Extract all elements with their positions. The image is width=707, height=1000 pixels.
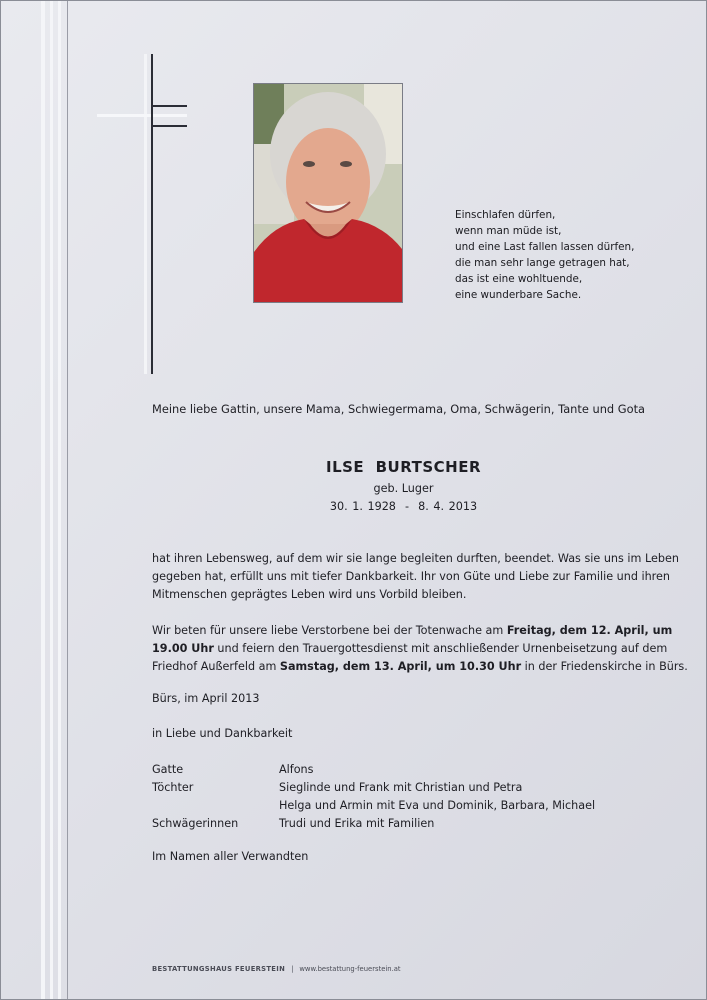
footer-separator: | (291, 965, 294, 973)
poem-line: und eine Last fallen lassen dürfen, (455, 241, 635, 253)
deceased-name: ILSE BURTSCHER (325, 458, 482, 476)
poem-line: eine wunderbare Sache. (455, 289, 582, 301)
poem-line: Einschlafen dürfen, (455, 209, 556, 221)
funeral-date: Samstag, dem 13. April, um 10.30 Uhr (279, 660, 522, 673)
vigil-date: Freitag, dem 12. April, um (506, 624, 673, 637)
intro-line: Meine liebe Gattin, unsere Mama, Schwiegermama, Oma, Schwägerin, Tante und Gota (152, 402, 646, 416)
family-names: Alfons (279, 763, 314, 776)
poem-line: wenn man müde ist, (455, 225, 562, 237)
love-line: in Liebe und Dankbarkeit (152, 727, 293, 740)
paragraph-line: Mitmenschen geprägtes Leben wird uns Vorbild bleiben. (152, 588, 467, 601)
family-list (152, 761, 595, 833)
poem (455, 207, 634, 303)
poem-line: die man sehr lange getragen hat, (455, 257, 630, 269)
family-row (152, 761, 595, 779)
family-names: Trudi und Erika mit Familien (279, 817, 435, 830)
family-row (152, 815, 595, 833)
maiden-name: geb. Luger (373, 482, 434, 495)
family-role: Schwägerinnen (152, 817, 239, 830)
family-names: Sieglinde und Frank mit Christian und Petra (279, 781, 523, 794)
paragraph-line: Friedhof Außerfeld am Samstag, dem 13. April, um 10.30 Uhr in der Friedenskirche in Bürs. (152, 660, 688, 673)
vigil-time: 19.00 Uhr (152, 642, 214, 655)
poem-line: das ist eine wohltuende, (455, 273, 583, 285)
paragraph-line: gegeben hat, erfüllt uns mit tiefer Dankbarkeit. Ihr von Güte und Liebe zur Familie und ihren (152, 570, 671, 583)
family-names: Helga und Armin mit Eva und Dominik, Barbara, Michael (279, 799, 596, 812)
family-role: Töchter (152, 781, 194, 794)
paragraph-line: 19.00 Uhr und feiern den Trauergottesdienst mit anschließender Urnenbeisetzung auf dem (152, 642, 668, 655)
paragraph-line: hat ihren Lebensweg, auf dem wir sie lange begleiten durften, beendet. Was sie uns im Leben (152, 552, 679, 565)
family-row (152, 797, 595, 815)
funeral-home-url[interactable]: www.bestattung-feuerstein.at (299, 965, 401, 973)
family-role: Gatte (152, 763, 184, 776)
tribute-paragraph (152, 550, 679, 604)
footer (152, 965, 401, 973)
family-row (152, 779, 595, 797)
paragraph-line: Wir beten für unsere liebe Verstorbene bei der Totenwache am Freitag, dem 12. April, um (152, 624, 673, 637)
place-and-date: Bürs, im April 2013 (152, 692, 260, 705)
life-dates: 30. 1. 1928 - 8. 4. 2013 (329, 500, 478, 513)
closing-line: Im Namen aller Verwandten (152, 850, 309, 863)
portrait-photo (253, 83, 403, 303)
service-paragraph (152, 622, 688, 676)
family-role (152, 797, 279, 815)
funeral-home-name: BESTATTUNGSHAUS FEUERSTEIN (152, 965, 286, 973)
